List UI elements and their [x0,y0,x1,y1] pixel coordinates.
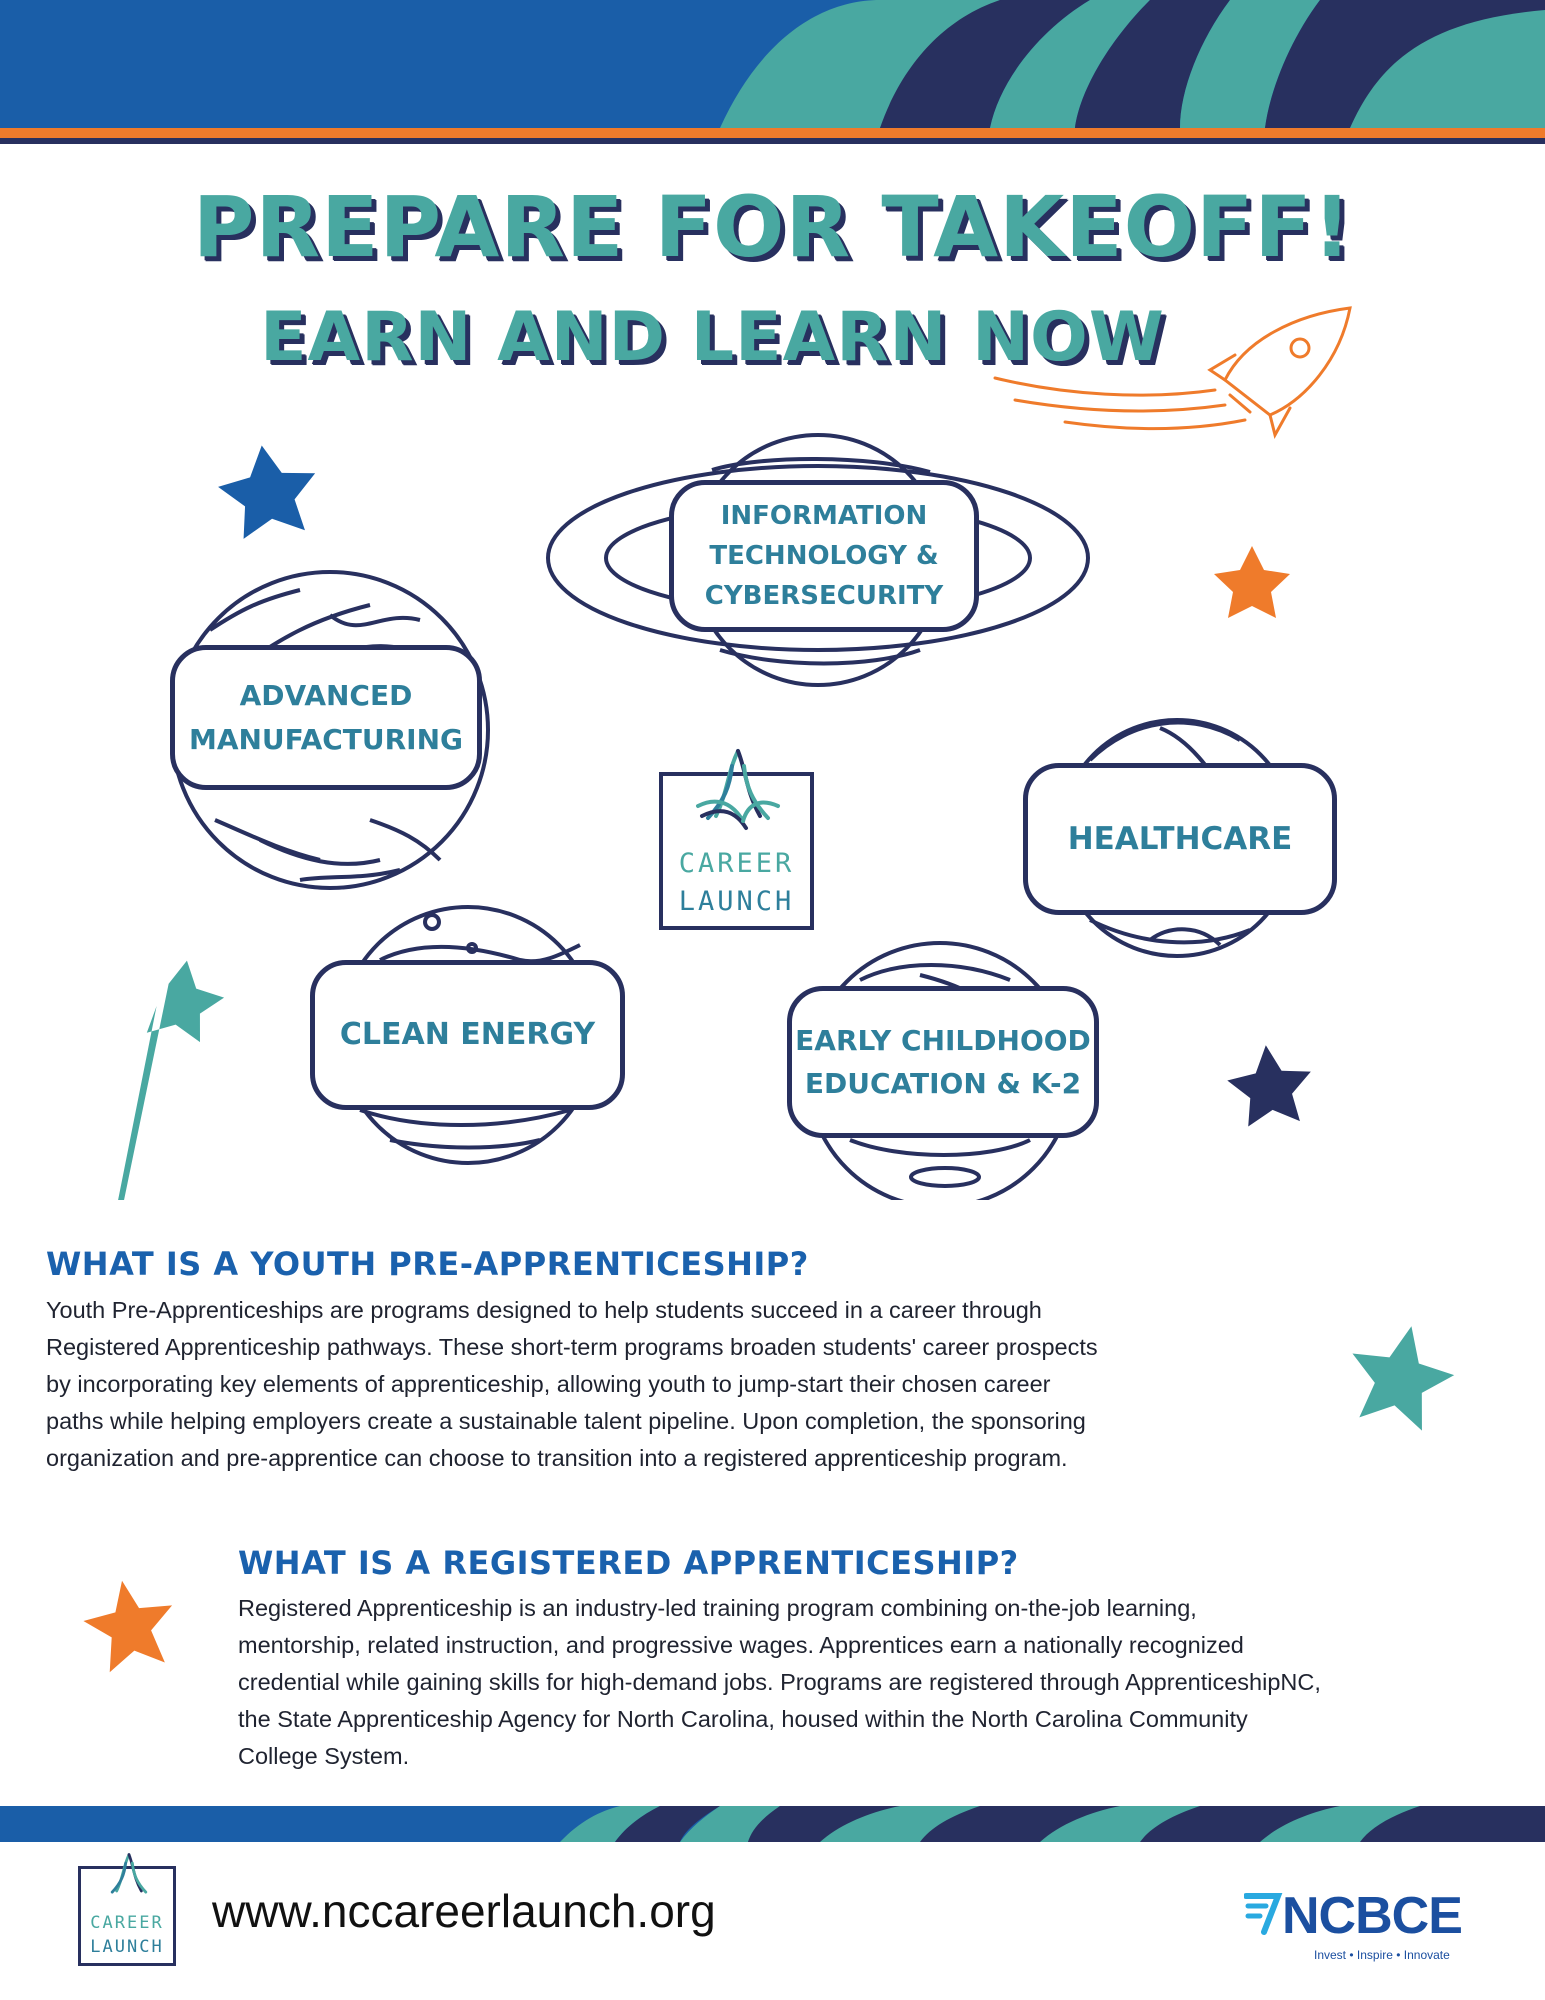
logo-mark-icon [688,746,788,836]
body-line: the State Apprenticeship Agency for North Carolina, housed within the North Carolina Community [238,1706,1248,1732]
logo-mark-icon [101,1849,157,1905]
body-line: Registered Apprenticeship is an industry-led training program combining on-the-job learning, [238,1595,1197,1621]
star-icon [0,953,229,1200]
body-line: Registered Apprenticeship pathways. These short-term programs broaden students' career prospects [46,1334,1098,1360]
body-line: paths while helping employers create a sustainable talent pipeline. Upon completion, the sponsoring [46,1408,1086,1434]
body-line: credential while gaining skills for high-demand jobs. Programs are registered through ApprenticeshipNC, [238,1669,1321,1695]
pathway-healthcare: HEALTHCARE [1023,763,1337,915]
star-icon [213,439,323,542]
body-line: mentorship, related instruction, and progressive wages. Apprentices earn a nationally recognized [238,1632,1244,1658]
youth-section-heading: WHAT IS A YOUTH PRE-APPRENTICESHIP? [46,1245,809,1283]
body-line: organization and pre-apprentice can choose to transition into a registered apprenticeship program. [46,1445,1068,1471]
ncbce-tagline: Invest • Inspire • Innovate [1314,1948,1450,1962]
pathway-clean-energy: CLEAN ENERGY [310,960,625,1110]
footer-logo-word-career: CAREER [90,1913,164,1933]
ncbce-logo [1244,1886,1494,1966]
star-icon [1340,1320,1460,1440]
registered-section-body [238,1590,1528,1775]
pathway-early-childhood: EARLY CHILDHOOD EDUCATION & K-2 [787,986,1099,1138]
pathway-it: INFORMATION TECHNOLOGY & CYBERSECURITY [669,480,979,632]
ncbce-wordmark: NCBCE [1282,1887,1462,1945]
career-launch-logo [659,772,814,930]
sub-title: EARN AND LEARN NOW [260,298,1165,377]
footer-banner [0,1806,1545,1842]
body-line: College System. [238,1743,410,1769]
website-link[interactable]: www.nccareerlaunch.org [212,1885,716,1937]
pathway-advanced-manufacturing: ADVANCED MANUFACTURING [170,645,482,790]
youth-section-body [46,1292,1306,1477]
logo-word-launch: LAUNCH [678,886,795,917]
body-line: Youth Pre-Apprenticeships are programs designed to help students succeed in a career through [46,1297,1042,1323]
registered-section-heading: WHAT IS A REGISTERED APPRENTICESHIP? [238,1544,1019,1582]
star-icon [1214,546,1290,618]
star-icon [80,1576,180,1676]
logo-word-career: CAREER [678,848,795,879]
footer-career-launch-logo [78,1866,176,1966]
main-title: PREPARE FOR TAKEOFF! [192,178,1353,276]
star-icon [1224,1041,1316,1128]
header-banner [0,0,1545,152]
footer-logo-word-launch: LAUNCH [90,1937,164,1957]
body-line: by incorporating key elements of apprenticeship, allowing youth to jump-start their chosen career [46,1371,1051,1397]
